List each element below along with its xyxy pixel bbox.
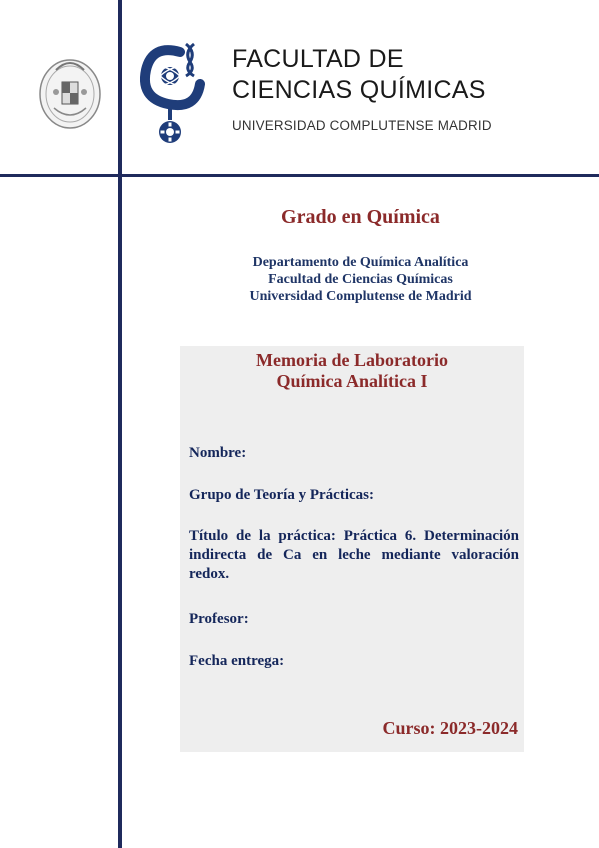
delivery-date-label: Fecha entrega: bbox=[189, 653, 285, 669]
department-block bbox=[122, 254, 599, 305]
report-title-line1: Memoria de Laboratorio bbox=[256, 350, 448, 370]
department-line1: Departamento de Química Analítica bbox=[252, 255, 469, 270]
faculty-name-line1: FACULTAD DE bbox=[232, 45, 404, 73]
faculty-name-line2: CIENCIAS QUÍMICAS bbox=[232, 76, 486, 104]
teacher-label: Profesor: bbox=[189, 611, 249, 627]
report-title-line2: Química Analítica I bbox=[276, 371, 428, 391]
faculty-name bbox=[232, 44, 486, 106]
report-title bbox=[180, 350, 524, 392]
degree-title: Grado en Química bbox=[281, 206, 440, 228]
practice-title: Título de la práctica: Práctica 6. Determinación indirecta de Ca en leche mediante valoración redox. bbox=[189, 528, 519, 582]
department-line2: Facultad de Ciencias Químicas bbox=[268, 272, 453, 287]
report-panel bbox=[180, 346, 524, 752]
vertical-rule bbox=[118, 0, 122, 848]
chemistry-faculty-icon bbox=[140, 40, 208, 146]
course-year: Curso: 2023-2024 bbox=[382, 718, 518, 738]
ucm-seal-icon bbox=[36, 52, 104, 132]
department-line3: Universidad Complutense de Madrid bbox=[249, 289, 472, 304]
university-name: UNIVERSIDAD COMPLUTENSE MADRID bbox=[232, 118, 492, 133]
group-label: Grupo de Teoría y Prácticas: bbox=[189, 487, 374, 503]
name-label: Nombre: bbox=[189, 445, 247, 461]
horizontal-rule bbox=[0, 174, 599, 177]
